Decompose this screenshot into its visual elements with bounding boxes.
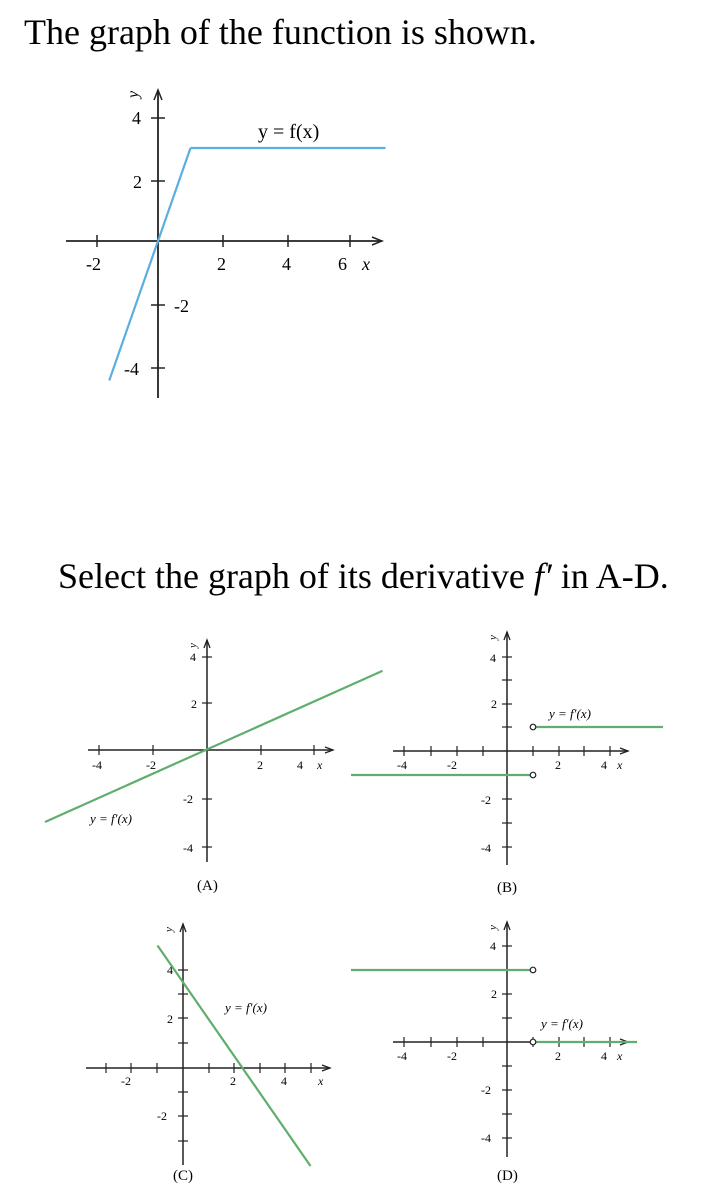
y-tick-label: 2 bbox=[491, 987, 497, 1001]
y-tick-label: -4 bbox=[183, 841, 193, 855]
x-tick-label: 4 bbox=[282, 254, 291, 274]
graph-option-c[interactable] bbox=[86, 924, 330, 1184]
x-axis-label: x bbox=[318, 1074, 324, 1088]
question-after: in A-D. bbox=[551, 556, 669, 596]
curve-segment bbox=[45, 671, 383, 822]
x-tick-label: 4 bbox=[281, 1074, 287, 1088]
x-tick-label: -4 bbox=[397, 758, 407, 772]
graph-f bbox=[66, 90, 386, 398]
y-tick-label: 4 bbox=[490, 651, 496, 665]
y-tick-label: -2 bbox=[174, 296, 189, 316]
x-tick-label: -4 bbox=[92, 758, 102, 772]
curve-label: y = f′(x) bbox=[225, 1000, 267, 1015]
derivative-symbol: f′ bbox=[533, 556, 552, 596]
x-axis-label: x bbox=[617, 758, 623, 772]
x-axis-label: x bbox=[362, 254, 370, 274]
y-axis-label: y bbox=[487, 635, 499, 640]
x-tick-label: -2 bbox=[447, 1049, 457, 1063]
x-axis-label: x bbox=[617, 1049, 623, 1063]
y-tick-label: 2 bbox=[491, 697, 497, 711]
x-tick-label: -2 bbox=[121, 1074, 131, 1088]
x-tick-label: -2 bbox=[447, 758, 457, 772]
graph-option-b[interactable] bbox=[351, 632, 663, 896]
x-tick-label: -2 bbox=[86, 254, 101, 274]
derivative-curve bbox=[45, 671, 383, 822]
curve-segment bbox=[109, 148, 190, 381]
derivative-curve bbox=[351, 967, 637, 1045]
derivative-curve bbox=[158, 946, 311, 1167]
x-tick-label: 2 bbox=[230, 1074, 236, 1088]
y-tick-label: 4 bbox=[190, 650, 196, 664]
curve-label: y = f′(x) bbox=[549, 706, 591, 721]
y-tick-label: -4 bbox=[124, 359, 139, 379]
open-endpoint bbox=[530, 967, 536, 973]
y-tick-label: -2 bbox=[481, 793, 491, 807]
open-endpoint bbox=[530, 724, 536, 730]
open-endpoint bbox=[530, 1039, 536, 1045]
y-tick-label: 2 bbox=[133, 172, 142, 192]
graph-option-a[interactable] bbox=[45, 640, 383, 894]
x-tick-label: -2 bbox=[146, 758, 156, 772]
y-axis-label: y bbox=[487, 925, 499, 930]
y-tick-label: -2 bbox=[183, 792, 193, 806]
curve-label: y = f′(x) bbox=[90, 811, 132, 826]
curve-label: y = f′(x) bbox=[541, 1016, 583, 1031]
y-tick-label: 4 bbox=[490, 939, 496, 953]
y-axis-label: y bbox=[163, 927, 175, 932]
y-axis-label: y bbox=[125, 90, 142, 98]
x-tick-label: 4 bbox=[297, 758, 303, 772]
x-tick-label: 2 bbox=[257, 758, 263, 772]
y-tick-label: 2 bbox=[167, 1012, 173, 1026]
open-endpoint bbox=[530, 772, 536, 778]
x-tick-label: 4 bbox=[601, 758, 607, 772]
question-before: Select the graph of its derivative bbox=[58, 556, 534, 596]
option-caption: (A) bbox=[197, 878, 218, 894]
graph-option-d[interactable] bbox=[351, 922, 637, 1184]
y-axis-label: y bbox=[187, 643, 199, 648]
option-caption: (C) bbox=[173, 1168, 193, 1184]
option-caption: (D) bbox=[497, 1168, 518, 1184]
y-tick-label: -4 bbox=[481, 841, 491, 855]
x-axis-label: x bbox=[317, 758, 323, 772]
x-tick-label: 2 bbox=[555, 1049, 561, 1063]
x-tick-label: 2 bbox=[217, 254, 226, 274]
y-tick-label: -4 bbox=[481, 1131, 491, 1145]
curve-label: y = f(x) bbox=[258, 121, 320, 143]
y-tick-label: -2 bbox=[157, 1109, 167, 1123]
y-tick-label: -2 bbox=[481, 1083, 491, 1097]
x-tick-label: 4 bbox=[601, 1049, 607, 1063]
x-tick-label: -4 bbox=[397, 1049, 407, 1063]
x-tick-label: 6 bbox=[338, 254, 347, 274]
curve-segment bbox=[158, 946, 311, 1167]
y-tick-label: 2 bbox=[191, 697, 197, 711]
option-caption: (B) bbox=[497, 880, 517, 896]
problem-prompt: The graph of the function is shown. bbox=[24, 12, 537, 52]
y-tick-label: 4 bbox=[167, 963, 173, 977]
x-tick-label: 2 bbox=[555, 758, 561, 772]
y-tick-label: 4 bbox=[132, 108, 141, 128]
